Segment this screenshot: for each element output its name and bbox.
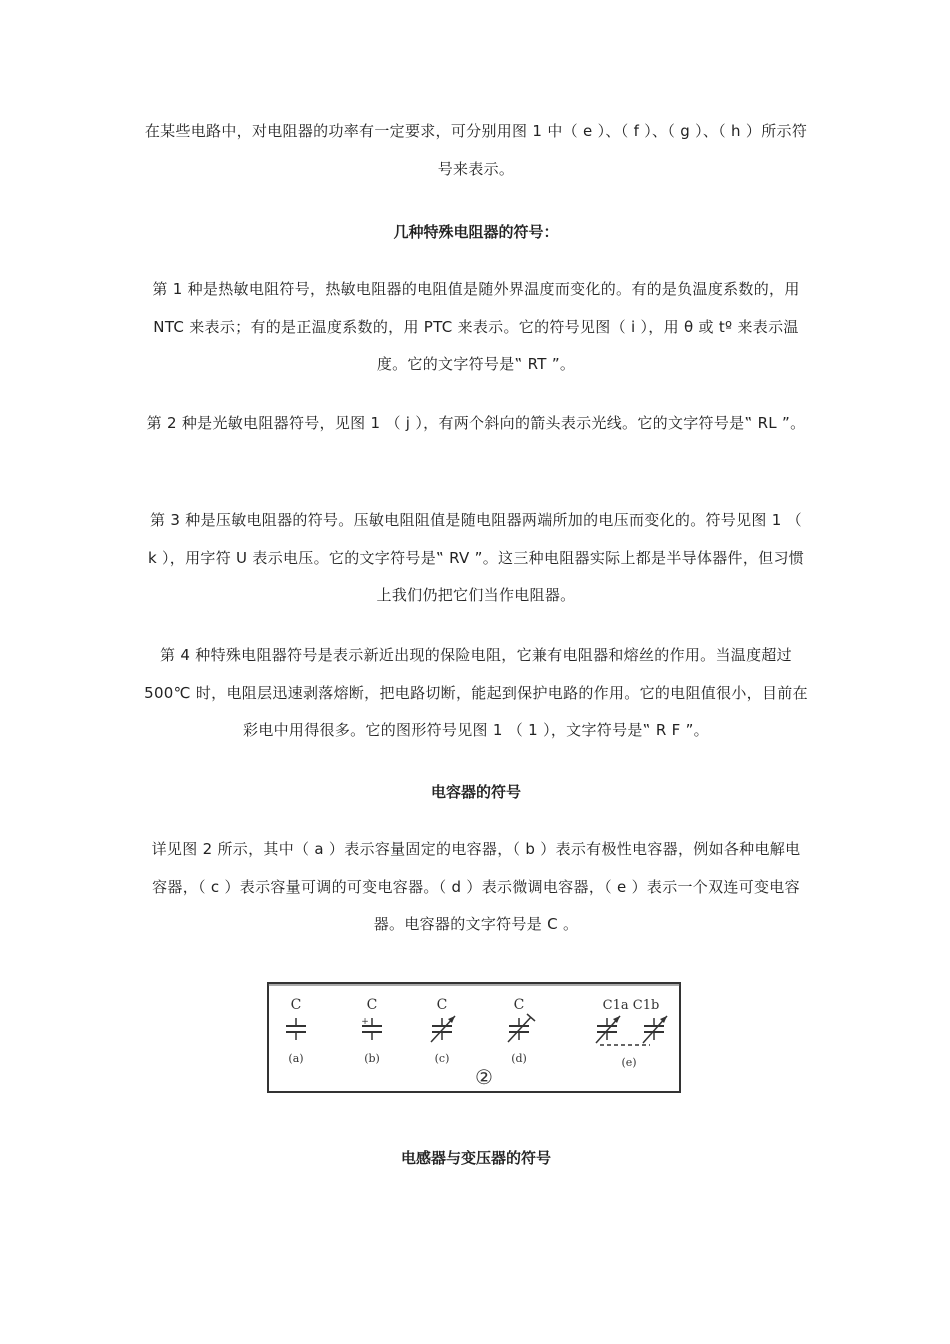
capacitor-symbols-figure (266, 981, 682, 1094)
symbol-caption-d: (d) (511, 1052, 527, 1065)
paragraph-thermistor: 第 1 种是热敏电阻符号，热敏电阻器的电阻值是随外界温度而变化的。有的是负温度系数的，用 NTC 来表示；有的是正温度系数的，用 PTC 来表示。它的符号见图（ i ），用 θ 或 tº 来表示温度。它的文字符号是‟ RT ”。 (152, 280, 800, 373)
symbol-label-a: C (290, 997, 302, 1013)
symbol-label-b: C (366, 997, 378, 1013)
heading-capacitor: 电容器的符号 (430, 783, 521, 801)
heading-special-resistors: 几种特殊电阻器的符号： (393, 223, 559, 241)
figure-number: ② (475, 1065, 493, 1089)
paragraph-capacitor: 详见图 2 所示，其中（ a ）表示容量固定的电容器，（ b ）表示有极性电容器，例如各种电解电容器，（ c ）表示容量可调的可变电容器。（ d ）表示微调电容器，（ e ）表示一个双连可变电容器。电容器的文字符号是 C 。 (151, 840, 801, 933)
symbol-caption-a: (a) (288, 1052, 304, 1065)
symbol-caption-c: (c) (434, 1052, 450, 1065)
paragraph-varistor: 第 3 种是压敏电阻器的符号。压敏电阻阻值是随电阻器两端所加的电压而变化的。符号见图 1 （ k ），用字符 U 表示电压。它的文字符号是‟ RV ”。这三种电阻器实际上都是半导体器件，但习惯上我们仍把它们当作电阻器。 (147, 511, 805, 604)
paragraph-photoresistor: 第 2 种是光敏电阻器符号，见图 1 （ j ），有两个斜向的箭头表示光线。它的文字符号是‟ RL ”。 (146, 414, 806, 432)
dual-variable-capacitor-icon (596, 998, 667, 1069)
paragraph-fuse-resistor: 第 4 种特殊电阻器符号是表示新近出现的保险电阻，它兼有电阻器和熔丝的作用。当温度超过 500℃ 时，电阻层迅速剥落熔断，把电路切断，能起到保护电路的作用。它的电阻值很小，目前在彩电中用得很多。它的图形符号见图 1 （ 1 ），文字符号是‟ R F ”。 (144, 646, 808, 739)
symbol-label-d: C (513, 997, 525, 1013)
svg-text:+: + (361, 1017, 369, 1027)
polarized-capacitor-icon (361, 997, 382, 1065)
trimmer-capacitor-icon (508, 997, 535, 1065)
heading-inductor-transformer: 电感器与变压器的符号 (400, 1149, 551, 1167)
fixed-capacitor-icon (286, 997, 306, 1065)
symbol-caption-e: (e) (621, 1056, 637, 1069)
symbol-label-c: C (436, 997, 448, 1013)
variable-capacitor-icon (431, 997, 455, 1065)
symbol-label-e: C1a C1b (602, 998, 660, 1013)
capacitor-symbols-svg (266, 981, 682, 1094)
symbol-caption-b: (b) (364, 1052, 380, 1065)
paragraph-power-resistor: 在某些电路中，对电阻器的功率有一定要求，可分别用图 1 中（ e ）、（ f ）、（ g ）、（ h ）所示符号来表示。 (144, 122, 808, 178)
